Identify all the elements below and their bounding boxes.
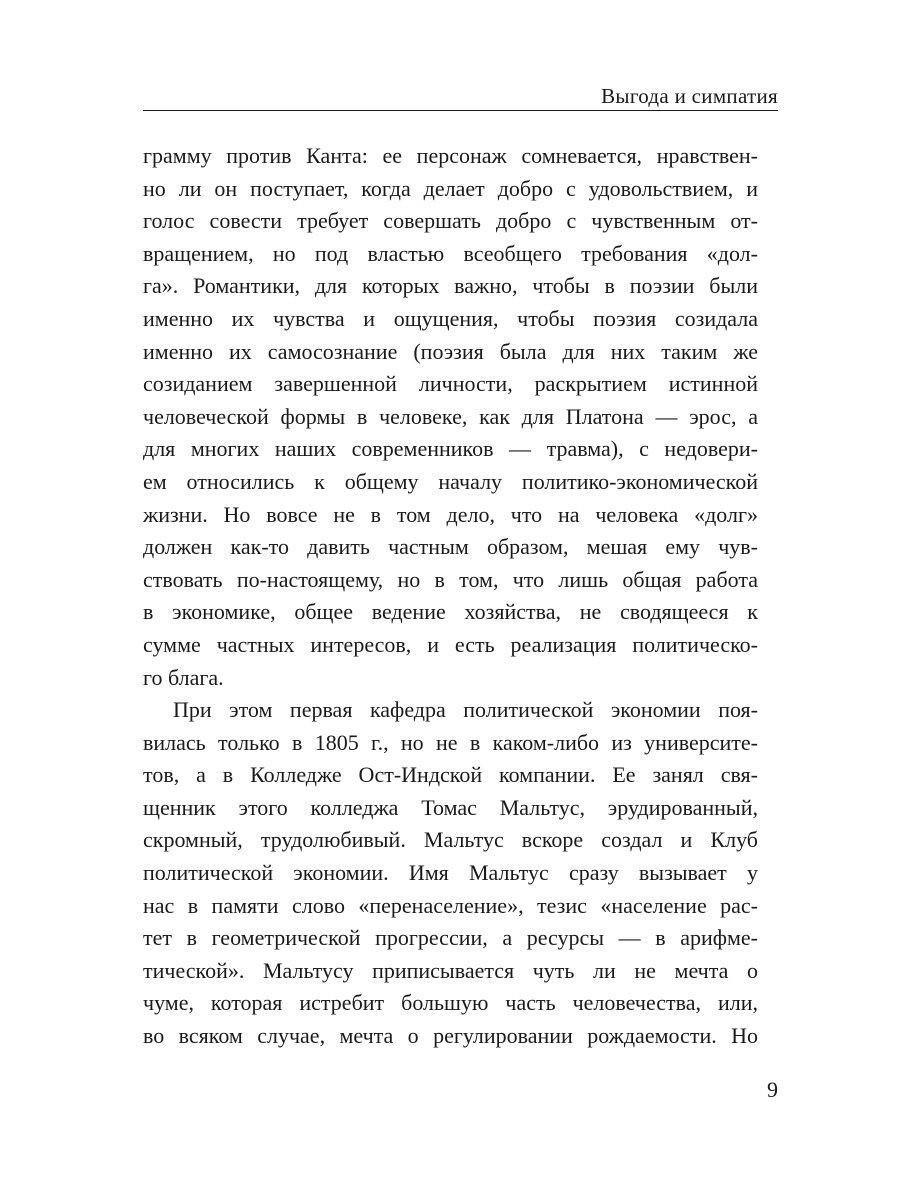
text-line: должен как-то давить частным образом, мешая ему чув- xyxy=(143,534,758,560)
text-line: но ли он поступает, когда делает добро с удовольствием, и xyxy=(143,175,758,201)
text-line: сумме частных интересов, и есть реализация политическо- xyxy=(143,631,758,657)
text-line: го блага. xyxy=(143,664,224,690)
text-line: тет в геометрической прогрессии, а ресурсы — в арифме- xyxy=(143,925,758,951)
text-line: ствовать по-настоящему, но в том, что лишь общая работа xyxy=(143,566,758,592)
text-line: га». Романтики, для которых важно, чтобы в поэзии были xyxy=(143,273,758,299)
body-text xyxy=(143,140,758,1053)
running-head-title: Выгода и симпатия xyxy=(601,84,778,108)
text-line: вилась только в 1805 г., но не в каком-либо из университе- xyxy=(143,729,758,755)
paragraph-2 xyxy=(143,694,758,1053)
text-line: именно их самосознание (поэзия была для них таким же xyxy=(143,338,758,364)
text-line: тической». Мальтусу приписывается чуть ли не мечта о xyxy=(143,957,758,983)
page-number: 9 xyxy=(767,1077,778,1102)
text-line: для многих наших современников — травма), с недовери- xyxy=(143,436,758,462)
text-line: щенник этого колледжа Томас Мальтус, эрудированный, xyxy=(143,794,758,820)
text-line: в экономике, общее ведение хозяйства, не сводящееся к xyxy=(143,599,758,625)
text-line: голос совести требует совершать добро с чувственным от- xyxy=(143,208,758,234)
text-line: грамму против Канта: ее персонаж сомневается, нравствен- xyxy=(143,143,758,168)
text-line: чуме, которая истребит большую часть человечества, или, xyxy=(143,990,758,1016)
text-line: скромный, трудолюбивый. Мальтус вскоре создал и Клуб xyxy=(143,827,758,853)
text-line: политической экономии. Имя Мальтус сразу вызывает у xyxy=(143,860,758,886)
text-line: именно их чувства и ощущения, чтобы поэзия созидала xyxy=(143,305,758,331)
header-rule xyxy=(143,110,778,111)
text-line: тов, а в Колледже Ост-Индской компании. Ее занял свя- xyxy=(143,762,758,788)
text-line: ем относились к общему началу политико-экономической xyxy=(143,468,758,494)
text-line: вращением, но под властью всеобщего требования «дол- xyxy=(143,240,758,266)
text-line: созиданием завершенной личности, раскрытием истинной xyxy=(143,371,758,397)
text-line: во всяком случае, мечта о регулировании рождаемости. Но xyxy=(143,1023,758,1049)
text-line: жизни. Но вовсе не в том дело, что на человека «долг» xyxy=(143,501,758,527)
text-line: человеческой формы в человеке, как для Платона — эрос, а xyxy=(143,403,758,429)
text-line: При этом первая кафедра политической экономии поя- xyxy=(173,697,758,723)
paragraph-1 xyxy=(143,140,758,694)
text-line: нас в памяти слово «перенаселение», тезис «население рас- xyxy=(143,892,758,918)
